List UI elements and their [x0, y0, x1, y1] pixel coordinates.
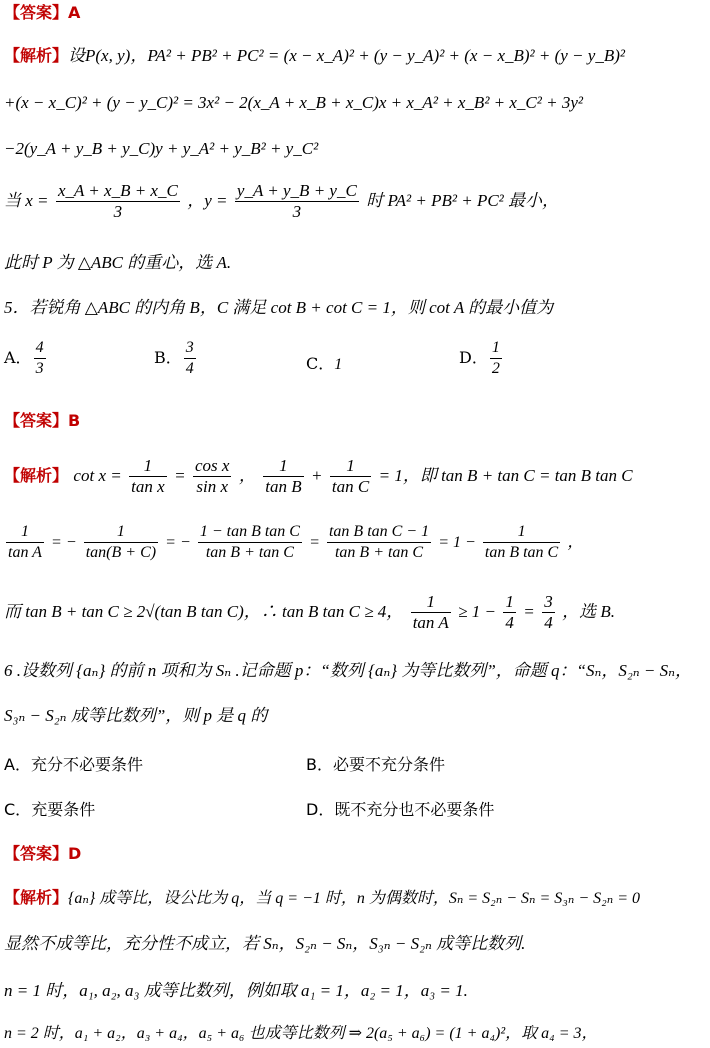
solution-text: + — [311, 466, 323, 485]
q6-option-b — [306, 752, 445, 775]
solution-text: ≥ 1 − — [458, 602, 496, 621]
question-text: S₃ₙ − S₂ₙ 成等比数列”，则 p 是 q 的 — [4, 706, 268, 725]
fraction: $\frac{1}{2}$ — [491, 339, 500, 377]
fraction: $\frac{1}{\text{tan A}}$ — [8, 523, 42, 561]
fraction: $\frac{1}{\tan(B + C)}$ — [85, 523, 157, 561]
answer-line-3 — [4, 843, 81, 865]
solution-text: +(x − x_C)² + (y − y_C)² = 3x² − 2(x_A + x_B + x_C)x + x_A² + x_B² + x_C² + 3y² — [4, 93, 583, 112]
solution-text: {aₙ} 成等比，设公比为 q，当 q = −1 时，n 为偶数时，Sₙ = S₂ₙ − Sₙ = S₃ₙ − S₂ₙ = 0 — [68, 890, 640, 907]
fraction: $\frac{y\_A + y\_B + y\_C}{3}$ — [236, 181, 357, 221]
option-text: 既不充分也不必要条件 — [334, 800, 495, 819]
solution-1-line-1 — [4, 45, 625, 67]
analysis-tag: 【解析】 — [4, 466, 69, 485]
solution-1-line-2 — [4, 92, 583, 114]
solution-text: 而 tan B + tan C ≥ 2√(tan B tan C)，∴ tan B tan C ≥ 4， — [4, 602, 404, 621]
q6-option-a — [4, 752, 143, 775]
fraction: $\frac{1}{\text{tan C}}$ — [331, 456, 370, 496]
option-label: A． — [4, 348, 32, 367]
solution-1-line-5 — [4, 252, 231, 274]
answer-value: B — [68, 411, 81, 430]
answer-line-1 — [4, 2, 80, 24]
solution-text: ，选 B. — [562, 602, 615, 621]
option-label: B． — [306, 755, 333, 774]
solution-3-line-4 — [4, 1022, 598, 1045]
option-label: C． — [4, 800, 32, 819]
solution-text: 设P(x, y)，PA² + PB² + PC² = (x − x_A)² + (y − y_A)² + (x − x_B)² + (y − y_B)² — [68, 46, 625, 65]
solution-text: 当 x = — [4, 191, 49, 210]
q6-option-d — [306, 797, 494, 820]
fraction: $\frac{4}{3}$ — [35, 339, 44, 377]
q6-option-c — [4, 797, 95, 820]
solution-text: cot x = — [73, 466, 122, 485]
q5-option-b — [154, 338, 198, 379]
option-label: B． — [154, 348, 182, 367]
solution-text: = − — [51, 534, 77, 551]
question-text: 6 .设数列 {aₙ} 的前 n 项和为 Sₙ .记命题 p：“数列 {aₙ} 为等比数列”，命题 q：“Sₙ，S₂ₙ − Sₙ， — [4, 661, 693, 680]
q5-option-c — [306, 351, 342, 374]
fraction: $\frac{x\_A + x\_B + x\_C}{3}$ — [57, 181, 178, 221]
solution-2-line-1 — [4, 452, 633, 500]
question-5-stem — [4, 297, 553, 319]
solution-text: 此时 P 为 △ABC 的重心，选 A. — [4, 253, 232, 272]
solution-text: n = 1 时，a₁, a₂, a₃ 成等比数列，例如取 a₁ = 1，a₂ = 1，a₃ = 1. — [4, 981, 468, 1000]
question-text: 5．若锐角 △ABC 的内角 B，C 满足 cot B + cot C = 1，则 cot A 的最小值为 — [4, 298, 554, 317]
solution-3-line-3 — [4, 980, 468, 1002]
solution-text: = 1 − — [438, 534, 476, 551]
fraction: $\frac{1}{\text{tan B tan C}}$ — [484, 523, 559, 561]
option-label: D． — [459, 348, 488, 367]
answer-line-2 — [4, 410, 80, 432]
option-text: 充要条件 — [31, 800, 96, 819]
fraction: $\frac{\text{1 − tan B tan C}}{\text{tan B + tan C}}$ — [199, 523, 300, 561]
q5-option-a — [4, 338, 48, 379]
solution-text: 时 PA² + PB² + PC² 最小， — [366, 191, 560, 210]
q5-option-d — [459, 338, 504, 379]
solution-text: −2(y_A + y_B + y_C)y + y_A² + y_B² + y_C² — [4, 139, 319, 158]
option-text: 必要不充分条件 — [332, 755, 445, 774]
answer-value: A — [68, 3, 81, 22]
fraction: $\frac{3}{4}$ — [544, 592, 553, 632]
option-label: A． — [4, 755, 31, 774]
fraction: $\frac{1}{\text{tan A}}$ — [412, 592, 449, 632]
solution-text: ，y = — [187, 191, 228, 210]
solution-text: = 1，即 tan B + tan C = tan B tan C — [378, 466, 633, 485]
solution-text: = — [174, 466, 186, 485]
solution-1-line-4 — [4, 178, 559, 224]
fraction: $\frac{1}{\text{tan B}}$ — [265, 456, 302, 496]
solution-text: ， — [238, 466, 256, 485]
solution-text: ， — [567, 534, 584, 551]
solution-3-line-2 — [4, 933, 525, 955]
answer-value: D — [68, 844, 82, 863]
solution-2-line-2 — [4, 518, 583, 567]
option-label: C． — [306, 354, 335, 373]
option-label: D． — [306, 800, 335, 819]
solution-text: n = 2 时，a₁ + a₂，a₃ + a₄，a₅ + a₆ 也成等比数列 ⇒ 2(a₅ + a₆) = (1 + a₄)²，取 a₄ = 3， — [4, 1025, 598, 1042]
fraction: $\frac{1}{4}$ — [505, 592, 514, 632]
option-text: 充分不必要条件 — [30, 755, 143, 774]
fraction: $\frac{3}{4}$ — [185, 339, 194, 377]
answer-tag: 【答案】 — [4, 844, 69, 863]
solution-2-line-3 — [4, 588, 615, 636]
fraction: $\frac{\text{tan B tan C − 1}}{\text{tan B + tan C}}$ — [328, 523, 430, 561]
analysis-tag: 【解析】 — [4, 46, 69, 65]
question-6-stem-line-2 — [4, 705, 267, 727]
answer-tag: 【答案】 — [4, 3, 69, 22]
solution-text: = — [309, 534, 320, 551]
solution-text: 显然不成等比，充分性不成立，若 Sₙ，S₂ₙ − Sₙ，S₃ₙ − S₂ₙ 成等比数列. — [4, 934, 526, 953]
option-text: 1 — [334, 356, 343, 373]
solution-text: = − — [165, 534, 191, 551]
fraction: $\frac{1}{\text{tan x}}$ — [131, 456, 165, 496]
solution-1-line-3 — [4, 138, 318, 160]
solution-text: = — [523, 602, 535, 621]
answer-tag: 【答案】 — [4, 411, 69, 430]
fraction: $\frac{\text{cos x}}{\text{sin x}}$ — [194, 456, 230, 496]
solution-3-line-1 — [4, 887, 640, 910]
question-6-stem-line-1 — [4, 660, 692, 682]
analysis-tag: 【解析】 — [4, 888, 69, 907]
